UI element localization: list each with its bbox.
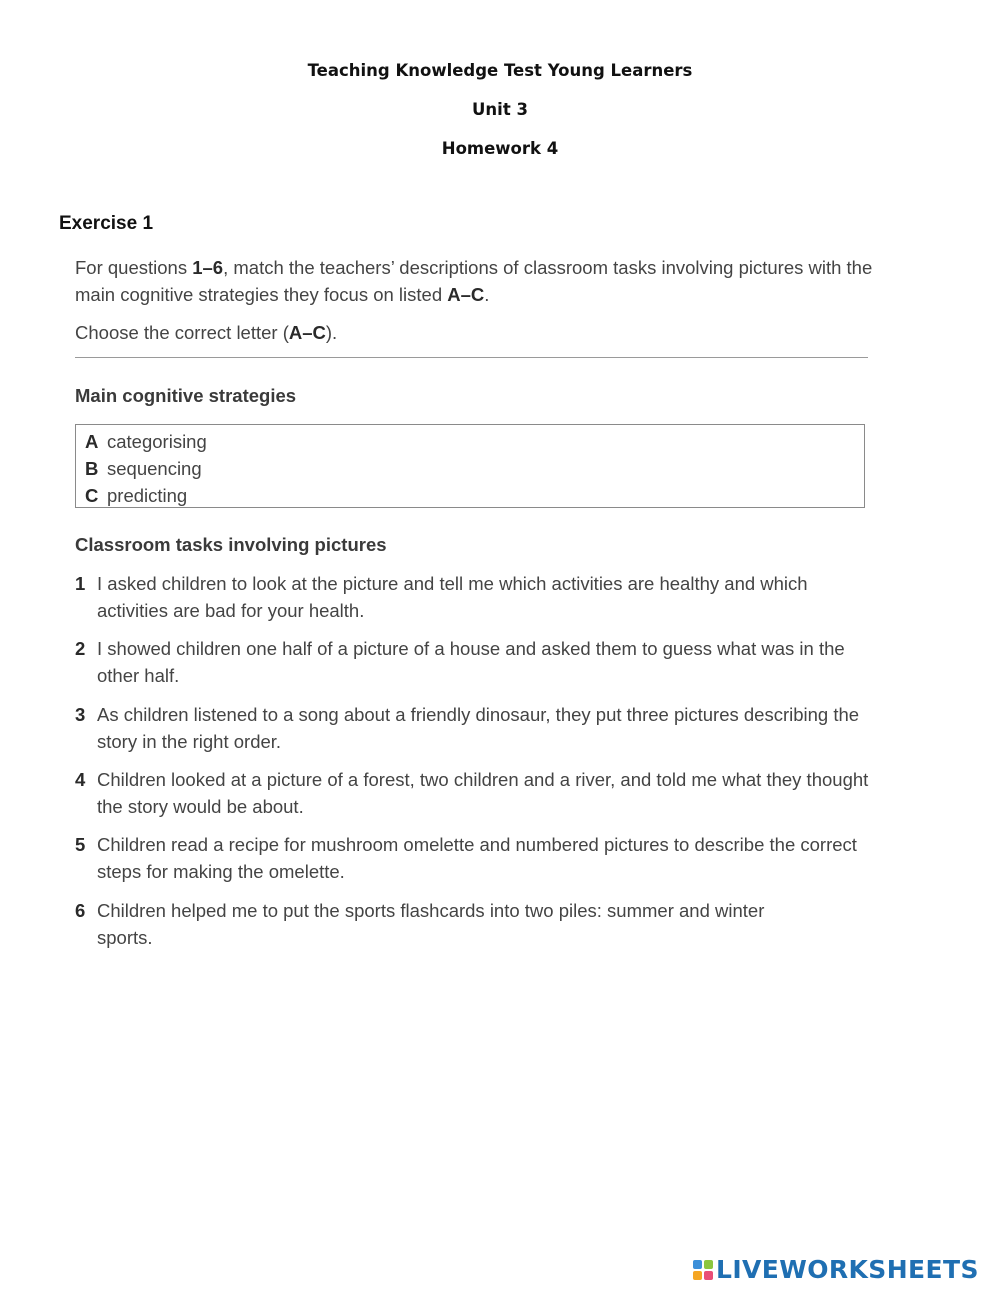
strategies-box xyxy=(75,424,865,508)
task-number: 5 xyxy=(75,834,86,855)
divider xyxy=(75,357,868,358)
logo-mark-icon xyxy=(693,1260,713,1280)
option-letter: B xyxy=(85,458,99,479)
unit-label: Unit 3 xyxy=(472,100,528,119)
task-text: I asked children to look at the picture and tell me which activities are healthy and which activities are bad for your health. xyxy=(97,573,808,621)
homework-label: Homework 4 xyxy=(441,139,559,158)
option-text: sequencing xyxy=(107,458,202,479)
task-number: 1 xyxy=(75,573,86,594)
task-item xyxy=(75,701,875,755)
strategies-heading: Main cognitive strategies xyxy=(75,385,297,406)
choose-letter-instruction: Choose the correct letter (A–C). xyxy=(75,322,338,343)
logo-square xyxy=(704,1271,713,1280)
exercise-heading: Exercise 1 xyxy=(59,213,154,234)
task-item xyxy=(75,831,875,885)
task-item xyxy=(75,570,875,624)
option-text: categorising xyxy=(107,431,207,452)
task-number: 6 xyxy=(75,900,86,921)
document-title: Teaching Knowledge Test Young Learners xyxy=(307,61,693,80)
task-item xyxy=(75,635,875,689)
task-text: Children read a recipe for mushroom omelette and numbered pictures to describe the correct steps for making the omelette. xyxy=(97,834,857,882)
task-number: 3 xyxy=(75,704,86,725)
strategy-option xyxy=(85,455,864,482)
strategy-option xyxy=(85,482,864,509)
task-number: 4 xyxy=(75,769,86,790)
liveworksheets-logo[interactable] xyxy=(693,1253,979,1287)
logo-square xyxy=(693,1260,702,1269)
option-letter: C xyxy=(85,485,99,506)
task-text: Children looked at a picture of a forest, two children and a river, and told me what they thought the story would be about. xyxy=(97,769,869,817)
tasks-heading: Classroom tasks involving pictures xyxy=(75,534,387,555)
task-item xyxy=(75,766,875,820)
task-number: 2 xyxy=(75,638,86,659)
strategy-option xyxy=(85,428,864,455)
option-text: predicting xyxy=(107,485,188,506)
task-text: I showed children one half of a picture of a house and asked them to guess what was in the other half. xyxy=(97,638,845,686)
task-text: Children helped me to put the sports flashcards into two piles: summer and winter sports. xyxy=(97,900,765,948)
task-text: As children listened to a song about a friendly dinosaur, they put three pictures describing the story in the right order. xyxy=(97,704,860,752)
instructions-paragraph: For questions 1–6, match the teachers’ descriptions of classroom tasks involving pictures with the main cognitive strategies they focus on listed A–C. xyxy=(75,257,873,305)
logo-text: LIVEWORKSHEETS xyxy=(716,1255,979,1284)
task-item xyxy=(75,897,775,951)
logo-square xyxy=(693,1271,702,1280)
logo-square xyxy=(704,1260,713,1269)
option-letter: A xyxy=(85,431,99,452)
